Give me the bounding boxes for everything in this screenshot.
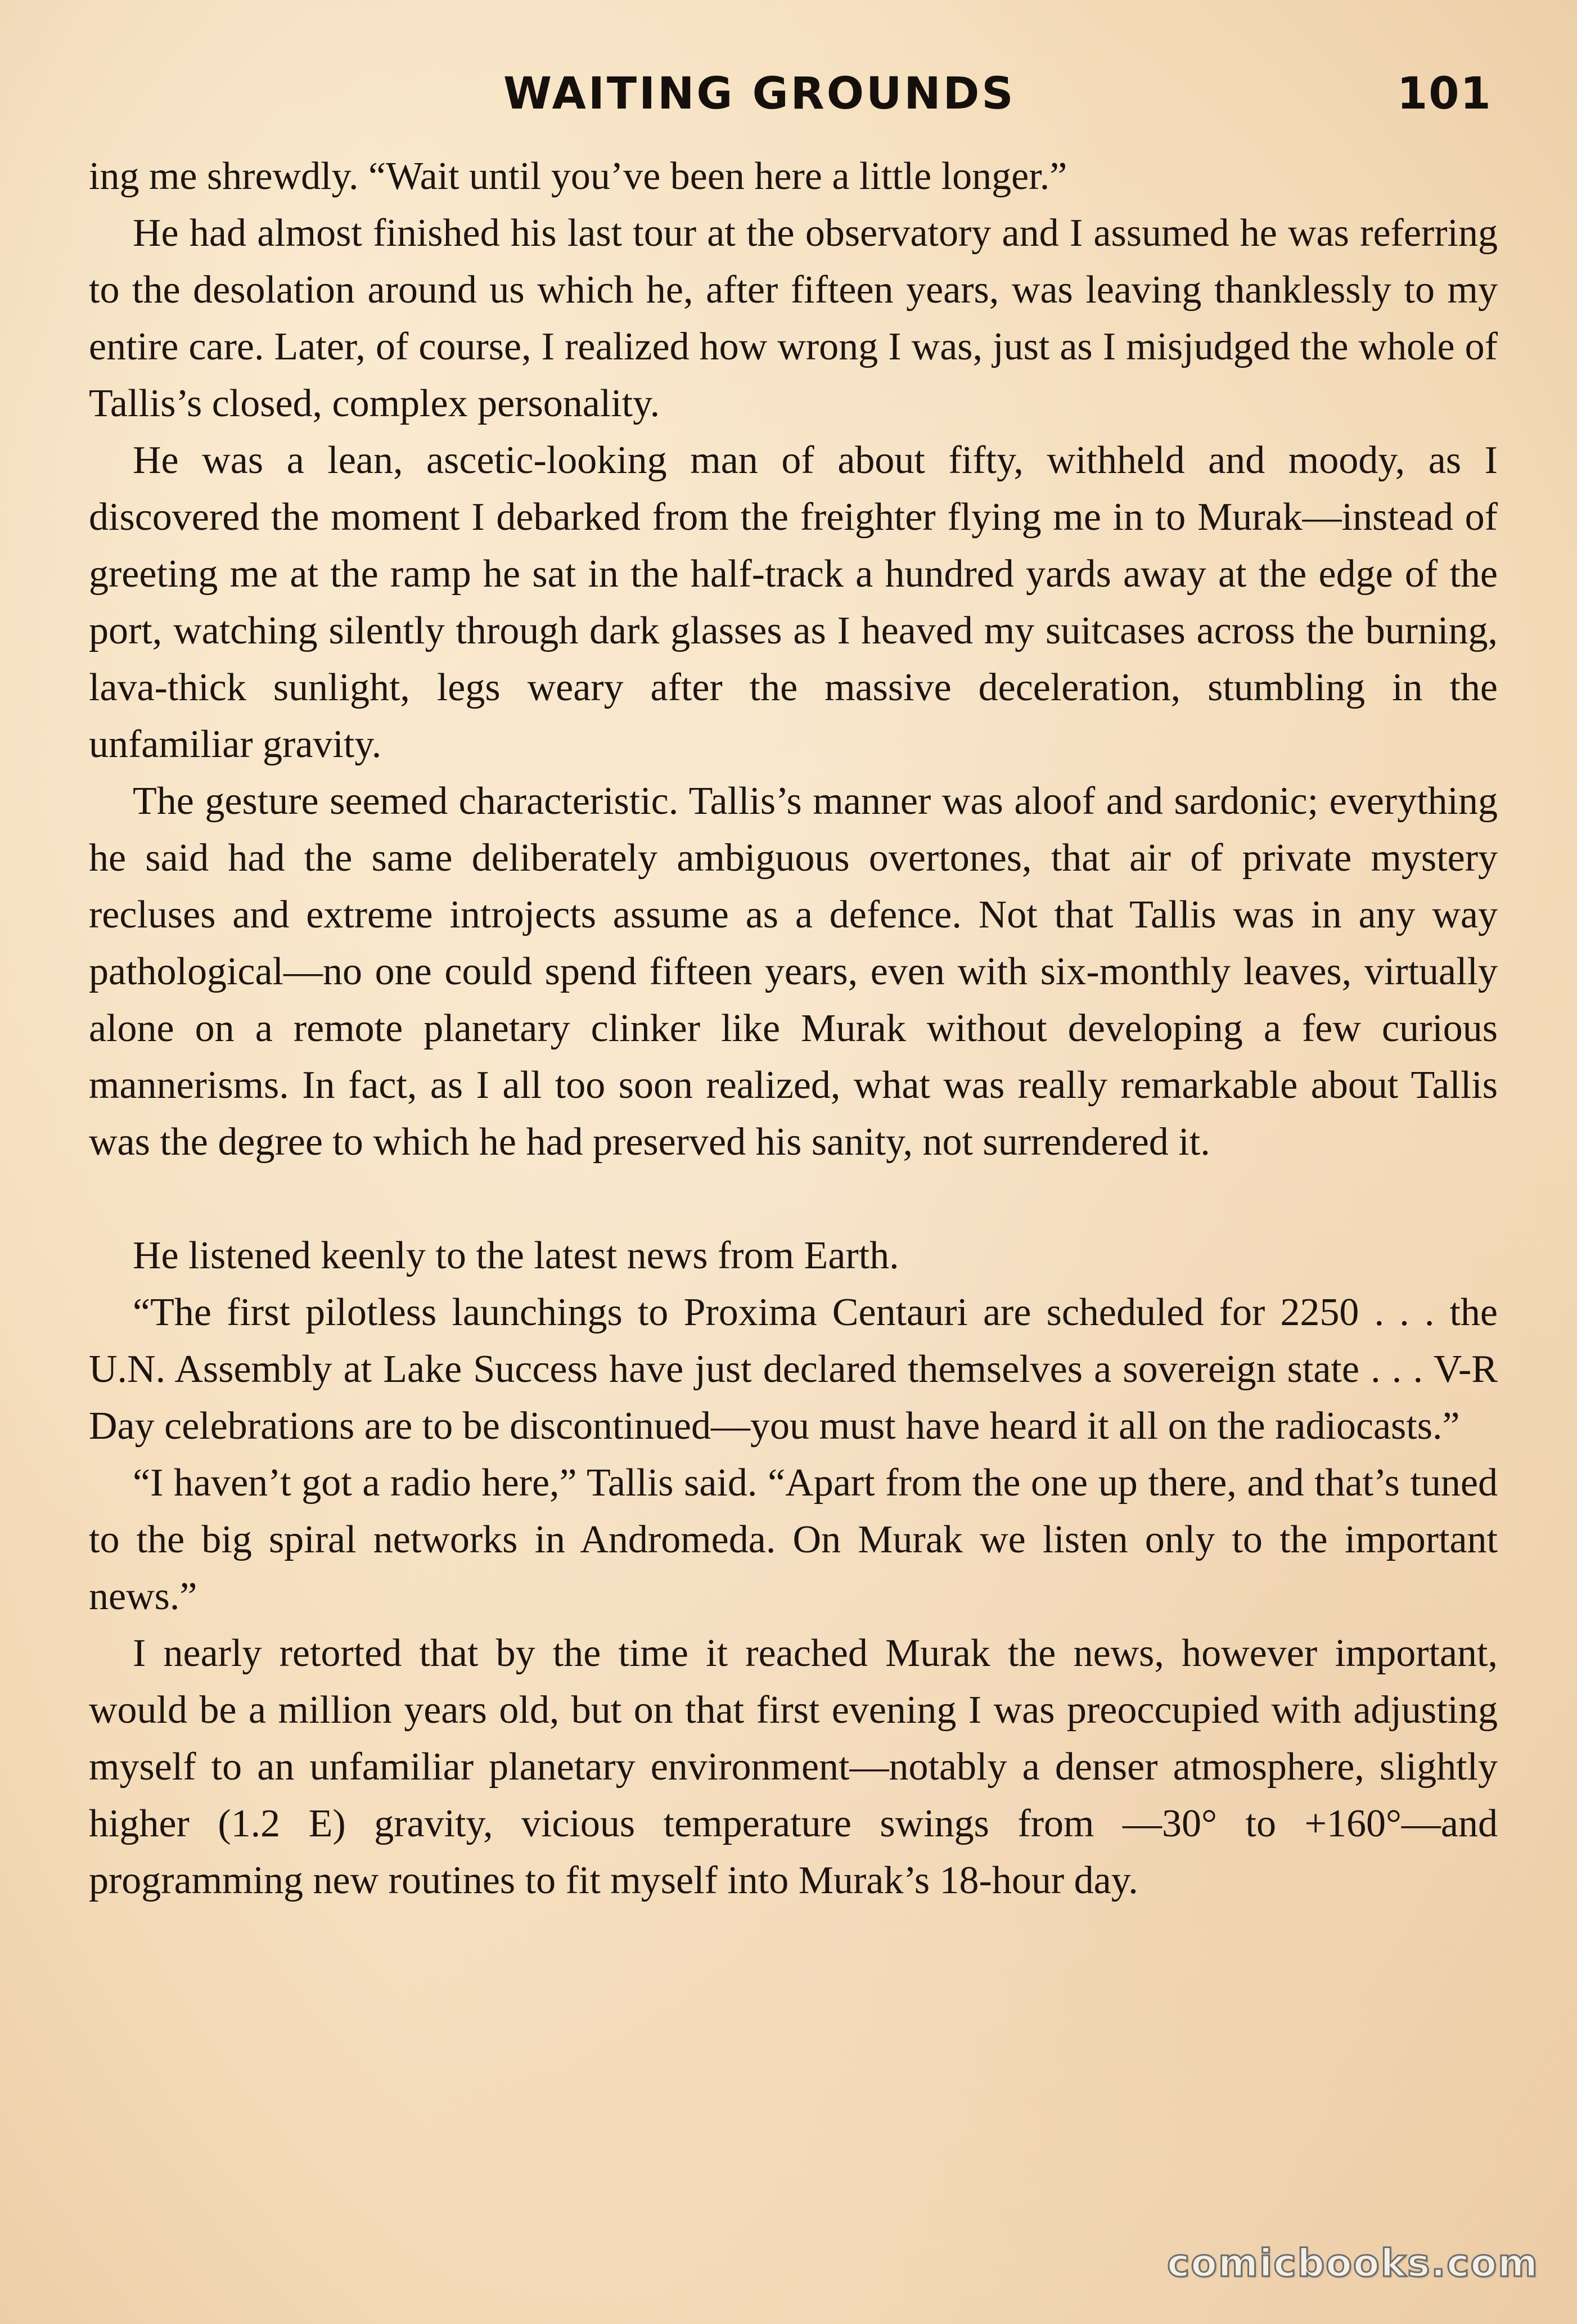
paragraph: I nearly retorted that by the time it reached Murak the news, however important, would be a million years old, but on that first evening I was preoccupied with adjusting myself to an unfamiliar planetary environment—notably a denser atmosphere, slightly higher (1.2 E) gravity, vicious temperature swings from —30° to +160°—and programming new routines to fit myself into Murak’s 18-hour day. (89, 1632, 1498, 1902)
paragraph-continued: ing me shrewdly. “Wait until you’ve been here a little longer.” (89, 155, 1067, 198)
section-break (89, 1170, 1498, 1227)
paragraph: “The first pilotless launchings to Proxima Centauri are scheduled for 2250 . . . the U.N. Assembly at Lake Success have just declared themselves a sovereign state . . . V-R Day celebrations are to be discontinued—you must have heard it all on the radiocasts.” (89, 1291, 1498, 1448)
paragraph: He had almost finished his last tour at the observatory and I assumed he was referring to the desolation around us which he, after fifteen years, was leaving thanklessly to my entire care. Later, of course, I realized how wrong I was, just as I misjudged the whole of Tallis’s closed, complex personality. (89, 211, 1498, 425)
body-text (89, 148, 1498, 1909)
paragraph: The gesture seemed characteristic. Tallis’s manner was aloof and sardonic; everything he said had the same deliberately ambiguous overtones, that air of private mystery recluses and extreme introjects assume as a defence. Not that Tallis was in any way pathological—no one could spend fifteen years, even with six-monthly leaves, virtually alone on a remote planetary clinker like Murak without developing a few curious mannerisms. In fact, as I all too soon realized, what was really remarkable about Tallis was the degree to which he had preserved his sanity, not surrendered it. (89, 780, 1498, 1164)
paragraph: He was a lean, ascetic-looking man of about fifty, withheld and moody, as I discovered the moment I debarked from the freighter flying me in to Murak—instead of greeting me at the ramp he sat in the half-track a hundred yards away at the edge of the port, watching silently through dark glasses as I heaved my suitcases across the burning, lava-thick sunlight, legs weary after the massive deceleration, stumbling in the unfamiliar gravity. (89, 439, 1498, 766)
watermark-logo: comicbooks.com (1167, 2241, 1539, 2286)
running-title: WAITING GROUNDS (503, 69, 1016, 119)
paragraph: “I haven’t got a radio here,” Tallis said. “Apart from the one up there, and that’s tuned to the big spiral networks in Andromeda. On Murak we listen only to the important news.” (89, 1461, 1498, 1618)
paragraph: He listened keenly to the latest news from Earth. (133, 1234, 899, 1277)
page-number: 101 (1397, 69, 1492, 119)
